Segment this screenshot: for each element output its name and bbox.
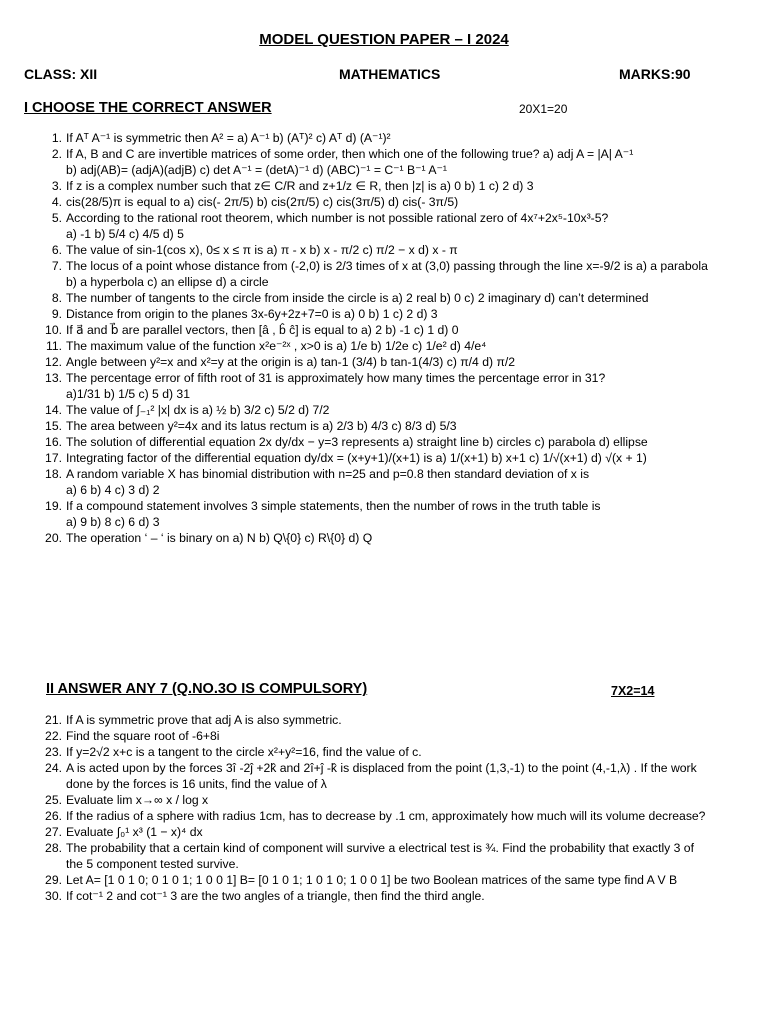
question-text: If A is symmetric prove that adj A is also symmetric. xyxy=(66,713,342,727)
question-text: The solution of differential equation 2x dy/dx − y=3 represents a) straight line b) circles c) parabola d) ellipse xyxy=(66,435,648,449)
question-number: 15. xyxy=(45,419,62,433)
question-item xyxy=(45,530,756,546)
question-number: 18. xyxy=(45,467,62,481)
question-text: If Aᵀ A⁻¹ is symmetric then A² = a) A⁻¹ b) (Aᵀ)² c) Aᵀ d) (A⁻¹)² xyxy=(66,131,391,145)
question-text: Evaluate ∫₀¹ x³ (1 − x)⁴ dx xyxy=(66,825,203,839)
question-text: The probability that a certain kind of component will survive a electrical test is ¾. Find the probability that exactly 3 of xyxy=(66,841,694,855)
question-item xyxy=(45,792,756,808)
question-number: 27. xyxy=(45,825,62,839)
question-text: Find the square root of -6+8i xyxy=(66,729,220,743)
question-text: The operation ‘ – ‘ is binary on a) N b) Q\{0} c) R\{0} d) Q xyxy=(66,531,373,545)
question-text: a) 9 b) 8 c) 6 d) 3 xyxy=(66,515,160,529)
section1-marks: 20X1=20 xyxy=(519,102,568,116)
question-number: 22. xyxy=(45,729,62,743)
question-text: If y=2√2 x+c is a tangent to the circle x²+y²=16, find the value of c. xyxy=(66,745,422,759)
question-item xyxy=(45,354,756,370)
question-item xyxy=(45,322,756,338)
question-text: A is acted upon by the forces 3î -2ĵ +2k̂ and 2î+ĵ -k̂ is displaced from the point (1,3,-1) to the point (4,-1,λ) . If the work xyxy=(66,761,697,775)
question-text: b) a hyperbola c) an ellipse d) a circle xyxy=(66,275,269,289)
question-item xyxy=(51,306,756,322)
question-item xyxy=(45,728,756,744)
question-text: a)1/31 b) 1/5 c) 5 d) 31 xyxy=(66,387,190,401)
question-number: 26. xyxy=(45,809,62,823)
question-number: 29. xyxy=(45,873,62,887)
question-text: Integrating factor of the differential equation dy/dx = (x+y+1)/(x+1) is a) 1/(x+1) b) x+1 c) 1/√(x+1) d) √(x + 1) xyxy=(66,451,647,465)
question-item xyxy=(45,450,756,466)
question-number: 5. xyxy=(51,211,62,225)
question-item xyxy=(51,130,756,146)
question-item xyxy=(45,808,756,824)
question-text: a) 6 b) 4 c) 3 d) 2 xyxy=(66,483,160,497)
question-text: a) -1 b) 5/4 c) 4/5 d) 5 xyxy=(66,227,184,241)
question-text: If cot⁻¹ 2 and cot⁻¹ 3 are the two angles of a triangle, then find the third angle. xyxy=(66,889,485,903)
question-item xyxy=(51,242,756,258)
question-item xyxy=(51,210,756,242)
question-text: Let A= [1 0 1 0; 0 1 0 1; 1 0 0 1] B= [0 1 0 1; 1 0 1 0; 1 0 0 1] be two Boolean matrices of the same type find A V B xyxy=(66,873,678,887)
question-number: 12. xyxy=(45,355,62,369)
question-number: 21. xyxy=(45,713,62,727)
question-text: If A, B and C are invertible matrices of some order, then which one of the following true? a) adj A = |A| A⁻¹ xyxy=(66,147,634,161)
question-text: Evaluate lim x→∞ x / log x xyxy=(66,793,209,807)
question-item xyxy=(51,258,756,290)
paper-title: MODEL QUESTION PAPER – I 2024 xyxy=(259,31,509,48)
question-text: Distance from origin to the planes 3x-6y+2z+7=0 is a) 0 b) 1 c) 2 d) 3 xyxy=(66,307,438,321)
question-number: 30. xyxy=(45,889,62,903)
question-number: 17. xyxy=(45,451,62,465)
question-item xyxy=(45,760,756,792)
question-text: The maximum value of the function x²e⁻²ˣ , x>0 is a) 1/e b) 1/2e c) 1/e² d) 4/e⁴ xyxy=(66,339,487,353)
question-number: 13. xyxy=(45,371,62,385)
question-text: The locus of a point whose distance from (-2,0) is 2/3 times of x at (3,0) passing through the line x=-9/2 is a) a parabola xyxy=(66,259,708,273)
question-number: 1. xyxy=(51,131,62,145)
question-text: The value of sin-1(cos x), 0≤ x ≤ π is a) π - x b) x - π/2 c) π/2 − x d) x - π xyxy=(66,243,458,257)
question-number: 16. xyxy=(45,435,62,449)
question-text: the 5 component tested survive. xyxy=(66,857,239,871)
question-text: If a⃗ and b⃗ are parallel vectors, then [â , b̂ ĉ] is equal to a) 2 b) -1 c) 1 d) 0 xyxy=(66,323,459,337)
question-text: If the radius of a sphere with radius 1cm, has to decrease by .1 cm, approximately how much will its volume decrease? xyxy=(66,809,706,823)
question-item xyxy=(51,194,756,210)
question-text: The percentage error of fifth root of 31 is approximately how many times the percentage error in 31? xyxy=(66,371,606,385)
question-item xyxy=(51,290,756,306)
question-number: 10. xyxy=(45,323,62,337)
question-text: If z is a complex number such that z∈ C/R and z+1/z ∈ R, then |z| is a) 0 b) 1 c) 2 d) 3 xyxy=(66,179,534,193)
question-item xyxy=(45,840,756,872)
question-item xyxy=(45,744,756,760)
question-text: done by the forces is 16 units, find the value of λ xyxy=(66,777,327,791)
question-item xyxy=(45,824,756,840)
question-number: 24. xyxy=(45,761,62,775)
section2-question-list xyxy=(45,712,756,904)
question-number: 9. xyxy=(51,307,62,321)
question-number: 20. xyxy=(45,531,62,545)
question-number: 6. xyxy=(51,243,62,257)
question-text: If a compound statement involves 3 simple statements, then the number of rows in the truth table is xyxy=(66,499,601,513)
question-number: 19. xyxy=(45,499,62,513)
question-item xyxy=(45,872,756,888)
question-item xyxy=(45,712,756,728)
question-item xyxy=(45,434,756,450)
question-text: cis(28/5)π is equal to a) cis(- 2π/5) b) cis(2π/5) c) cis(3π/5) d) cis(- 3π/5) xyxy=(66,195,459,209)
section2-heading: II ANSWER ANY 7 (Q.NO.3O IS COMPULSORY) xyxy=(46,681,368,697)
question-number: 8. xyxy=(51,291,62,305)
question-item xyxy=(51,146,756,178)
question-text: The value of ∫₋₁² |x| dx is a) ½ b) 3/2 c) 5/2 d) 7/2 xyxy=(66,403,330,417)
section2-marks: 7X2=14 xyxy=(611,684,655,698)
question-text: Angle between y²=x and x²=y at the origin is a) tan-1 (3/4) b tan-1(4/3) c) π/4 d) π/2 xyxy=(66,355,516,369)
question-number: 14. xyxy=(45,403,62,417)
question-number: 2. xyxy=(51,147,62,161)
question-number: 3. xyxy=(51,179,62,193)
question-item xyxy=(45,466,756,498)
question-text: A random variable X has binomial distribution with n=25 and p=0.8 then standard deviation of x is xyxy=(66,467,590,481)
question-text: According to the rational root theorem, which number is not possible rational zero of 4x⁷+2x⁵-10x³-5? xyxy=(66,211,609,225)
question-number: 4. xyxy=(51,195,62,209)
question-text: The area between y²=4x and its latus rectum is a) 2/3 b) 4/3 c) 8/3 d) 5/3 xyxy=(66,419,457,433)
total-marks: MARKS:90 xyxy=(619,66,691,82)
question-number: 11. xyxy=(45,339,62,353)
question-item xyxy=(45,338,756,354)
section1-heading: I CHOOSE THE CORRECT ANSWER xyxy=(24,100,272,116)
question-number: 7. xyxy=(51,259,62,273)
question-item xyxy=(45,418,756,434)
question-number: 23. xyxy=(45,745,62,759)
question-item xyxy=(51,178,756,194)
question-item xyxy=(45,498,756,530)
subject-label: MATHEMATICS xyxy=(339,66,441,82)
question-item xyxy=(45,888,756,904)
question-number: 25. xyxy=(45,793,62,807)
class-label: CLASS: XII xyxy=(24,66,98,82)
question-item xyxy=(45,370,756,402)
section1-question-list xyxy=(45,130,756,546)
question-text: The number of tangents to the circle from inside the circle is a) 2 real b) 0 c) 2 imaginary d) can’t determined xyxy=(66,291,649,305)
question-number: 28. xyxy=(45,841,62,855)
question-text: b) adj(AB)= (adjA)(adjB) c) det A⁻¹ = (detA)⁻¹ d) (ABC)⁻¹ = C⁻¹ B⁻¹ A⁻¹ xyxy=(66,163,447,177)
question-item xyxy=(45,402,756,418)
